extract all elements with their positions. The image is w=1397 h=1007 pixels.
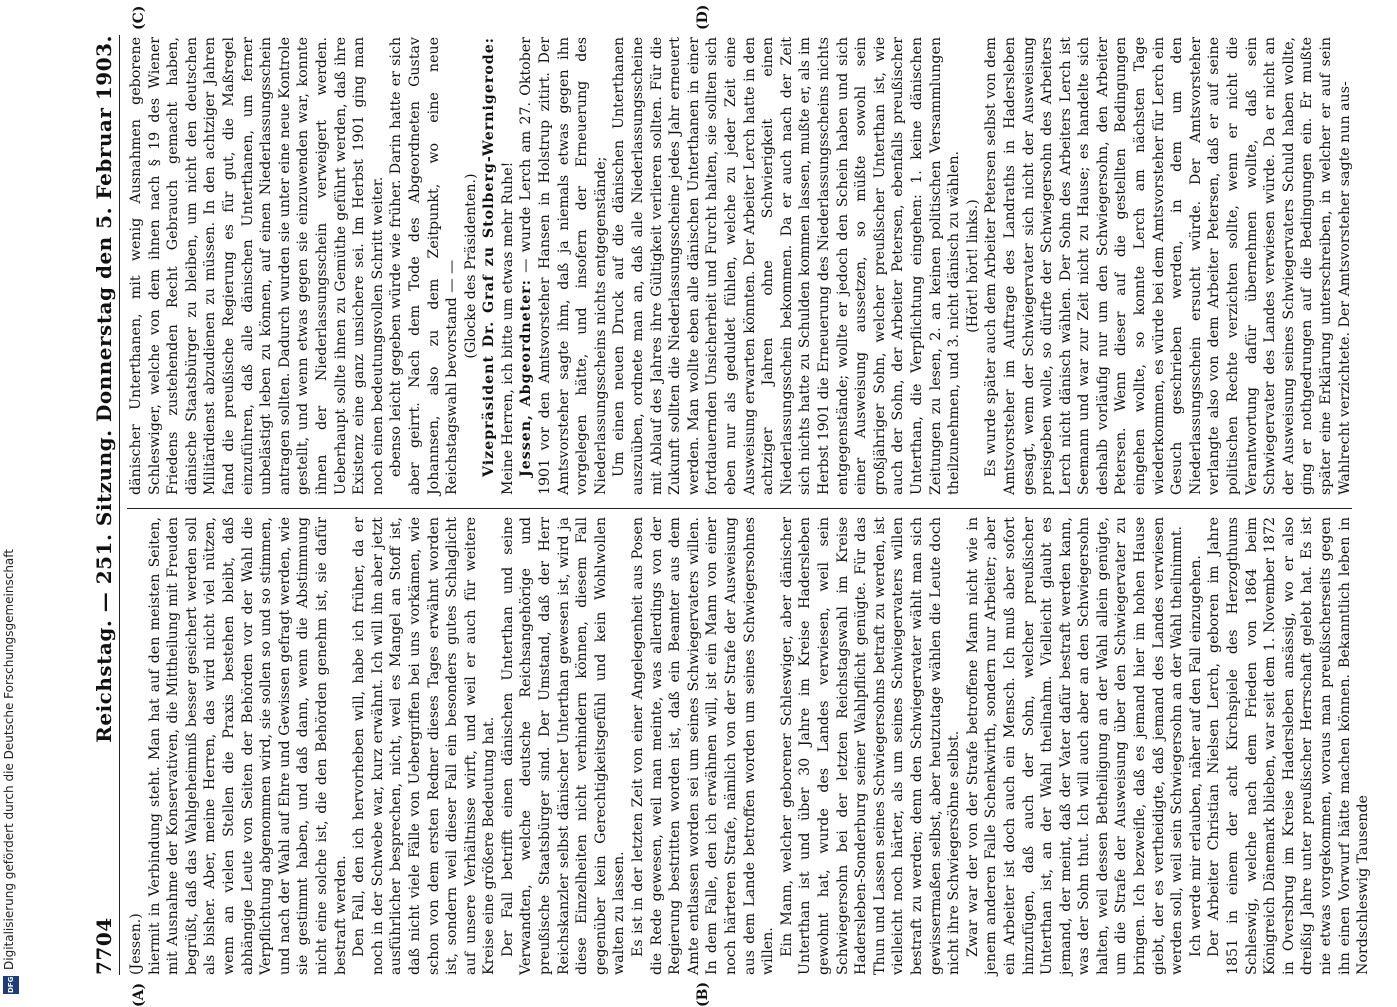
document-page [75,4,1372,1007]
right-column [127,37,1355,495]
interjection-paragraph [480,37,517,495]
margin-mark-b: (B) [695,981,711,1007]
paragraph: Den Fall, den ich hervorheben will, habe ich früher, da er noch in der Schwebe war, kurz erwähnt. Ich will ihn aber jetzt ausführlicher besprechen, nicht, weil es Mangel an Stoff ist, daß nicht viele Fälle von Uebergriffen bei uns vorkämen, wie schon von dem ersten Redner dieses Tages erwähnt worden ist, sondern weil dieser Fall ein besonders gutes Schlaglicht auf unsere Verhältnisse wirft, und weil er auch für weitere Kreise eine größere Bedeutung hat. [351,517,498,975]
page-number: 7704 [92,917,116,975]
page-header [85,35,120,975]
paragraph: Ich werde mir erlauben, näher auf den Fall einzugehen. [1187,555,1204,957]
paragraph: Um einen neuen Druck auf die dänischen Unterthanen auszuüben, ordnete man an, daß alle Niederlassungsscheine mit Ablauf des Jahres ihre Gültigkeit verlieren sollten. Für die Zukunft sollten die Niederlassungsscheine jedes Jahr erneuert werden. Man wollte eben alle dänischen Unterthanen in einer fortdauernden Unsicherheit und Furcht halten, sie sollten sich eben nur als geduldet fühlen, welche zu jeder Zeit eine Ausweisung erwarten könnten. Der Arbeiter Lerch hatte in den achtziger Jahren ohne Schwierigkeit einen Niederlassungsschein bekommen. Da er auch nach der Zeit sich nichts hatte zu Schulden kommen lassen, mußte er, als im Herbst 1901 die Erneuerung des Niederlassungsscheins nichts entgegenstände; wollte er jedoch den Schein haben und sich einer Ausweisung aussetzen, so müßte sowohl sein großjähriger Sohn, welcher preußischer Unterthan ist, wie auch der Sohn, der Arbeiter Petersen, ebenfalls preußischer Unterthan, die Verpflichtung eingehen: 1. keine dänischen Zeitungen zu lesen, 2. an keinen politischen Versammlungen theilzunehmen, und 3. nicht dänisch zu wählen. [611,37,963,495]
column-divider [127,508,1352,509]
margin-mark-d: (D) [695,4,711,30]
president-bell: (Glocke des Präsidenten.) [462,173,479,359]
paragraph: Der Fall betrifft einen dänischen Unterthan und seine Verwandten, welche deutsche Reichsangehörige und preußische Staatsbürger sind. Der Umstand, daß der Herr Reichskanzler selbst dänischer Unterthan gewesen ist, wird ja diese Einzelheiten nicht verhindern können, diesem Fall gegenüber kein Gerechtigkeitsgefühl und kein Wohlwollen walten zu lassen. [499,517,628,975]
vice-president-name: Vizepräsident Dr. Graf zu Stolberg-Wernigerode: [481,37,498,477]
resume-paragraph [517,37,610,495]
paragraph: Zwar war der von der Strafe betroffene Mann nicht wie in jenem anderen Falle Schenkwirth, sondern nur Arbeiter; aber ein Arbeiter ist doch auch ein Mensch. Ich muß aber sofort hinzufügen, daß auch der Sohn, welcher preußischer Unterthan ist, an der Wahl theilnahm. Vielleicht glaubt es jemand, der meint, daß der Vater dafür bestraft werden kann, was der Sohn thut. Ich will auch aber an den Schwiegersohn halten, weil dessen Betheiligung an der Wahl allein genügte, um die Strafe der Ausweisung über den Schwiegervater zu bringen. Ich bezweifle, daß es jemand hier im hohen Hause giebt, der es vertheidigte, daß jemand des Landes verwiesen werden soll, weil sein Schwiegersohn an der Wahl theilnimmt. [964,517,1186,975]
dfg-credit-text: Digitalisierung gefördert durch die Deutsche Forschungsgemeinschaft [2,548,16,970]
paragraph: Ein Mann, welcher geborener Schleswiger, aber dänischer Unterthan ist und über 30 Jahre im Kreise Hadersleben gewohnt hat, wurde des Landes verwiesen, weil sein Schwiegersohn bei der letzten Reichstagswahl im Kreise Hadersleben-Sonderburg seiner Wahlpflicht genügte. Für das Thun und Lassen seines Schwiegersohns betraft zu werden, ist vielleicht noch härter, als um seines Schwiegervaters willen bestraft zu werden; denn den Schwiegervater wählt man sich gewissermaßen selbst, aber heutzutage wählen die Leute doch nicht ihre Schwiegersöhne selbst. [778,517,963,975]
interjection-hoert: (Hört! hört! links.) [964,199,981,333]
rotated-page [75,4,1372,1007]
margin-mark-a: (A) [131,982,147,1007]
paragraph: Der Arbeiter Christian Nielsen Lerch, geboren im Jahre 1851 in einem der acht Kirchspiele des Herzogthums Schleswig, welche nach dem Frieden von 1864 beim Königreich Dänemark blieben, war seit dem 1. November 1872 in Oversbrug im Kreise Hadersleben ansässig, wo er also dreißig Jahre unter preußischer Herrschaft gelebt hat. Es ist nie etwas vorgekommen, woraus man preußischerseits gegen ihn einen Vorwurf hätte machen können. Bekanntlich leben in Nordschleswig Tausende [1206,517,1372,975]
left-column [127,517,1372,975]
vice-president-call: Meine Herren, ich bitte um etwas mehr Ruhe! [499,161,516,495]
paragraph: hiermit in Verbindung steht. Man hat auf den meisten Seiten, mit Ausnahme der Konservativen, die Mittheilung mit Freuden begrüßt, daß das Wahlgeheimniß besser gesichert werden soll als bisher. Aber, meine Herren, das wird nicht viel nützen, wenn an vielen Stellen die Praxis bestehen bleibt, daß abhängige Leute von Seiten der Behörden vor der Wahl die Verpflichtung abgenommen wird, sie sollen so und so stimmen, und nach der Wahl auf Ehre und Gewissen gefragt werden, wie sie gestimmt haben, und daß dann, wenn die Abstimmung nicht eine solche ist, die den Behörden genehm ist, sie dafür bestraft werden. [146,517,349,975]
paragraph: Es wurde später auch dem Arbeiter Petersen selbst von dem Amtsvorsteher im Auftrage des Landraths in Hadersleben gesagt, wenn der Schwiegervater sich nicht der Ausweisung preisgeben wolle, so dürfte der Schwiegersohn des Arbeiters Lerch nicht dänisch wählen. Der Sohn des Arbeiters Lerch ist Seemann und war zur Zeit nicht zu Hause; es handelte sich deshalb vorläufig nur um den Schwiegersohn, den Arbeiter Petersen. Wenn dieser auf die gestellten Bedingungen eingehen wollte, so konnte Lerch am nächsten Tage wiederkommen, es würde bei dem Amtsvorsteher für Lerch ein Gesuch geschrieben werden, in dem um den Niederlassungsschein ersucht würde. Der Amtsvorsteher verlangte also von dem Arbeiter Petersen, daß er auf seine politischen Rechte verzichten sollte, wenn er nicht die Verantwortung dafür übernehmen wollte, daß sein Schwiegervater des Landes verwiesen würde. Da er nicht an der Ausweisung seines Schwiegervaters Schuld haben wollte, ging er nothgedrungen auf die Bedingungen ein. Er mußte später eine Erklärung unterschreiben, in welcher er auf sein Wahlrecht verzichtete. Der Amtsvorsteher sagte nun aus- [983,37,1353,495]
resume-text: — wurde Lerch am 27. Oktober 1901 vor den Amtsvorsteher Hansen in Holstrup zitirt. Der Amtsvorsteher sagte ihm, daß ja niemals etwas gegen ihn vorgelegen hätte, und insofern der Erneuerung des Niederlassungsscheins nichts entgegenstände; [518,37,609,495]
digitization-sidebar [0,0,24,1000]
paragraph: ebenso leicht gegeben würde wie früher. Darin hatte er sich aber geirrt. Nach dem Tode des Abgeordneten Gustav Johannsen, also zu dem Zeitpunkt, wo eine neue Reichstagswahl bevorstand — — [388,37,461,495]
resume-speaker: Jessen, Abgeordneter: [518,278,535,477]
page-title: Reichstag. — 251. Sitzung. Donnerstag den 5. Februar 1903. [92,35,116,743]
dfg-logo-icon: DFG [3,976,19,994]
paragraph: dänischer Unterthanen, mit wenig Ausnahmen geborene Schleswiger, welche von dem ihnen nach § 19 des Wiener Friedens zustehenden Recht Gebrauch gemacht haben, dänische Staatsbürger zu bleiben, um nicht den deutschen Militärdienst abzudienen zu müssen. In den achtziger Jahren fand die preußische Regierung es für gut, die Maßregel einzuführen, daß alle dänischen Unterthanen, um ferner unbelästigt leben zu können, auf einen Niederlassungsschein antragen sollten. Dadurch wurden sie unter eine neue Kontrole gestellt, und wenn etwas gegen sie einzuwenden war, konnte ihnen der Niederlassungsschein verweigert werden. Ueberhaupt sollte ihnen zu Gemüthe geführt werden, daß ihre Existenz eine ganz unsichere sei. Im Herbst 1901 ging man noch einen bedeutungsvollen Schritt weiter. [128,37,386,495]
speaker-tag: (Jessen.) [128,913,144,975]
paragraph: Es ist in der letzten Zeit von einer Angelegenheit aus Posen die Rede gewesen, weil man meinte, was allerdings von der Regierung bestritten worden ist, daß ein Beamter aus dem Amte entlassen worden sei um seines Schwiegervaters willen. In dem Falle, den ich erwähnen will, ist ein Mann von einer noch härteren Strafe, nämlich von der Strafe der Ausweisung aus dem Lande betroffen worden um seines Schwiegersohnes willen. [630,517,777,975]
margin-mark-c: (C) [131,5,147,30]
